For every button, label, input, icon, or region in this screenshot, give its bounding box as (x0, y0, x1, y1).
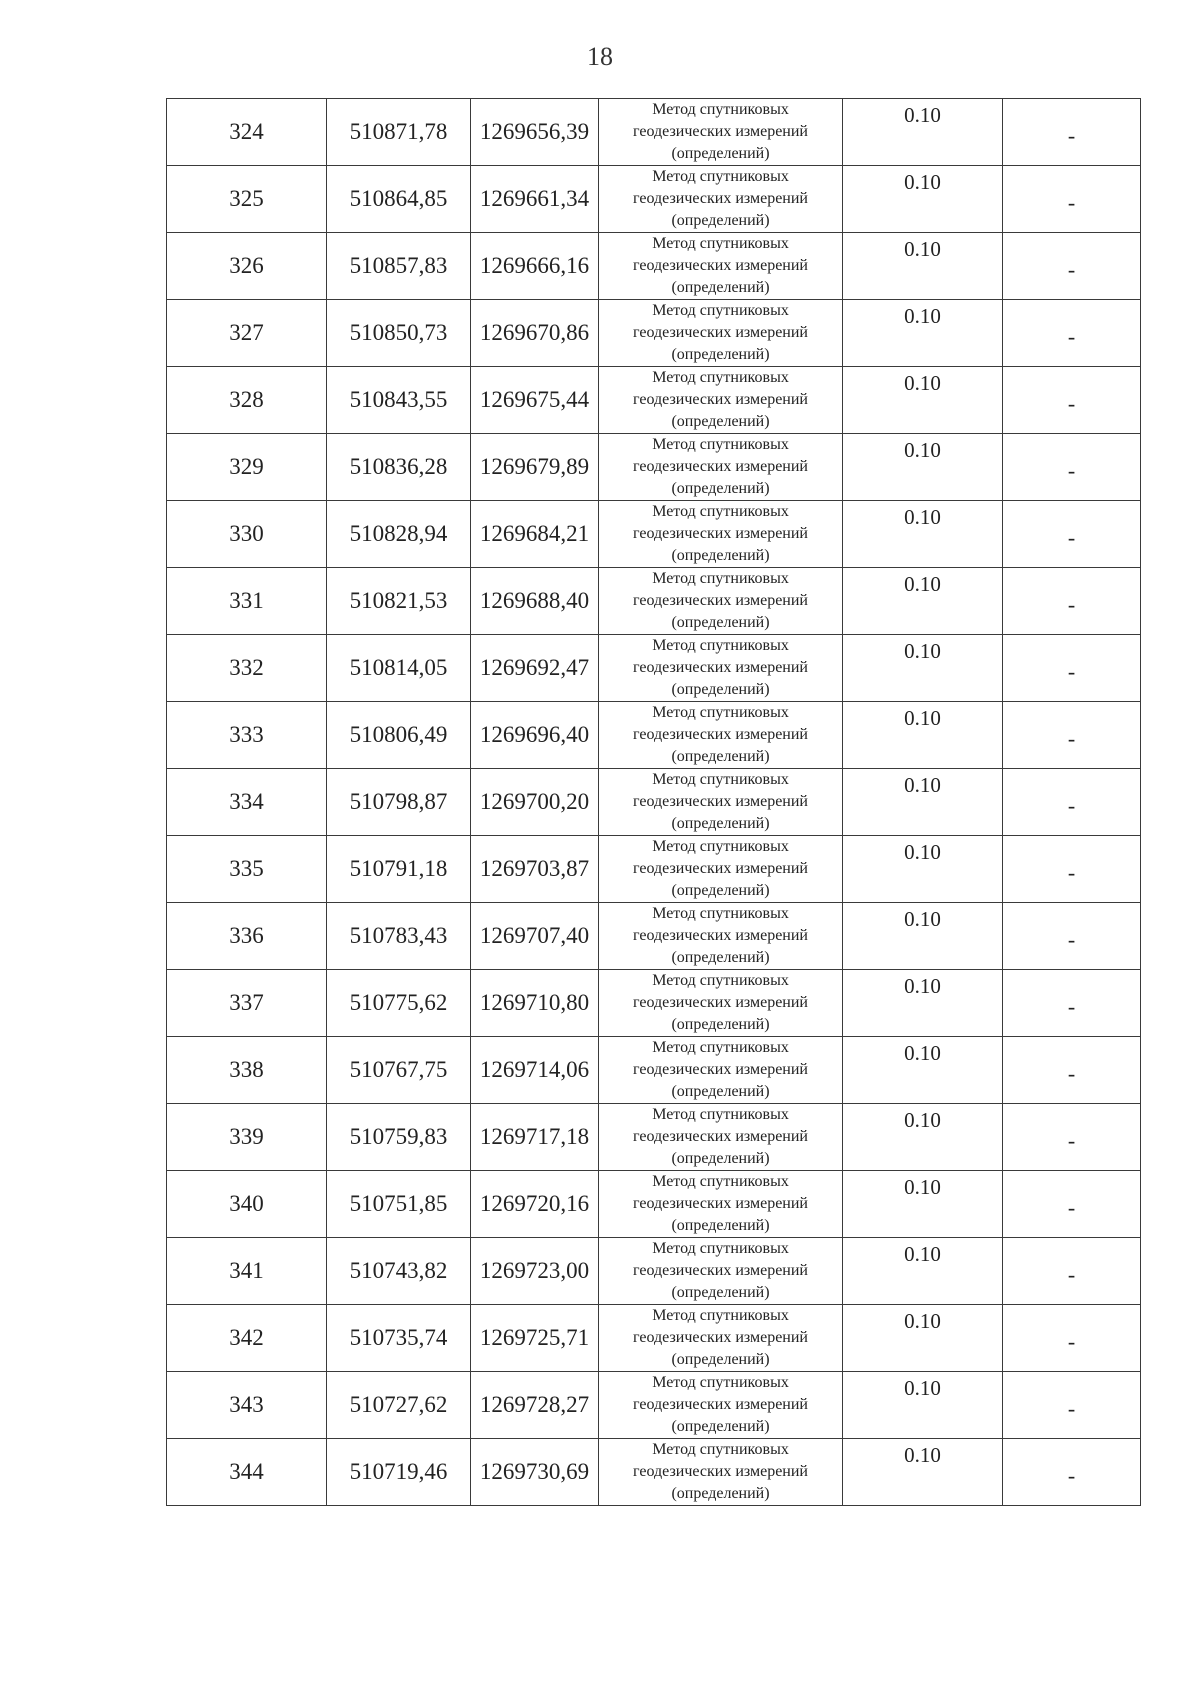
x-coordinate-cell: 510719,46 (327, 1439, 471, 1506)
point-number-cell: 339 (167, 1104, 327, 1171)
accuracy-cell: 0.10 (843, 702, 1003, 769)
method-text-line: геодезических измерений (633, 391, 808, 408)
point-number-cell: 342 (167, 1305, 327, 1372)
note-cell: - (1003, 1372, 1141, 1439)
note-cell: - (1003, 1171, 1141, 1238)
x-coordinate-cell: 510743,82 (327, 1238, 471, 1305)
x-coordinate-cell: 510857,83 (327, 233, 471, 300)
accuracy-cell: 0.10 (843, 99, 1003, 166)
method-text-line: Метод спутниковых (652, 302, 789, 319)
accuracy-cell: 0.10 (843, 166, 1003, 233)
table-row (167, 1372, 1141, 1439)
y-coordinate-cell: 1269720,16 (471, 1171, 599, 1238)
table-row (167, 1037, 1141, 1104)
method-text-line: Метод спутниковых (652, 570, 789, 587)
accuracy-cell: 0.10 (843, 568, 1003, 635)
table-row (167, 1439, 1141, 1506)
point-number-cell: 329 (167, 434, 327, 501)
y-coordinate-cell: 1269717,18 (471, 1104, 599, 1171)
method-text-line: Метод спутниковых (652, 101, 789, 118)
method-text-line: (определений) (671, 413, 770, 430)
method-cell (599, 434, 843, 501)
accuracy-cell: 0.10 (843, 1372, 1003, 1439)
y-coordinate-cell: 1269703,87 (471, 836, 599, 903)
method-cell (599, 166, 843, 233)
method-text-line: Метод спутниковых (652, 1039, 789, 1056)
method-cell (599, 233, 843, 300)
x-coordinate-cell: 510821,53 (327, 568, 471, 635)
accuracy-cell: 0.10 (843, 1238, 1003, 1305)
x-coordinate-cell: 510791,18 (327, 836, 471, 903)
x-coordinate-cell: 510727,62 (327, 1372, 471, 1439)
method-text-line: геодезических измерений (633, 793, 808, 810)
point-number-cell: 325 (167, 166, 327, 233)
note-cell: - (1003, 635, 1141, 702)
method-text-line: (определений) (671, 815, 770, 832)
note-cell: - (1003, 769, 1141, 836)
y-coordinate-cell: 1269714,06 (471, 1037, 599, 1104)
method-text-line: (определений) (671, 145, 770, 162)
accuracy-cell: 0.10 (843, 1305, 1003, 1372)
note-cell: - (1003, 836, 1141, 903)
y-coordinate-cell: 1269684,21 (471, 501, 599, 568)
method-cell (599, 99, 843, 166)
method-cell (599, 1037, 843, 1104)
note-cell: - (1003, 970, 1141, 1037)
y-coordinate-cell: 1269723,00 (471, 1238, 599, 1305)
note-cell: - (1003, 367, 1141, 434)
method-text-line: (определений) (671, 1485, 770, 1502)
y-coordinate-cell: 1269700,20 (471, 769, 599, 836)
y-coordinate-cell: 1269666,16 (471, 233, 599, 300)
table-row (167, 501, 1141, 568)
method-text-line: Метод спутниковых (652, 972, 789, 989)
y-coordinate-cell: 1269728,27 (471, 1372, 599, 1439)
accuracy-cell: 0.10 (843, 836, 1003, 903)
x-coordinate-cell: 510806,49 (327, 702, 471, 769)
method-text-line: Метод спутниковых (652, 1307, 789, 1324)
accuracy-cell: 0.10 (843, 903, 1003, 970)
x-coordinate-cell: 510759,83 (327, 1104, 471, 1171)
accuracy-cell: 0.10 (843, 501, 1003, 568)
x-coordinate-cell: 510735,74 (327, 1305, 471, 1372)
method-text-line: геодезических измерений (633, 1329, 808, 1346)
point-number-cell: 334 (167, 769, 327, 836)
table-row (167, 434, 1141, 501)
method-cell (599, 1238, 843, 1305)
note-cell: - (1003, 434, 1141, 501)
method-text-line: Метод спутниковых (652, 905, 789, 922)
accuracy-cell: 0.10 (843, 1104, 1003, 1171)
table-row (167, 367, 1141, 434)
table-row (167, 166, 1141, 233)
note-cell: - (1003, 166, 1141, 233)
point-number-cell: 341 (167, 1238, 327, 1305)
method-text-line: геодезических измерений (633, 1463, 808, 1480)
method-text-line: геодезических измерений (633, 994, 808, 1011)
coordinates-table-body (167, 99, 1141, 1506)
method-text-line: Метод спутниковых (652, 1374, 789, 1391)
method-text-line: Метод спутниковых (652, 369, 789, 386)
y-coordinate-cell: 1269725,71 (471, 1305, 599, 1372)
x-coordinate-cell: 510836,28 (327, 434, 471, 501)
note-cell: - (1003, 903, 1141, 970)
note-cell: - (1003, 568, 1141, 635)
note-cell: - (1003, 501, 1141, 568)
method-text-line: Метод спутниковых (652, 503, 789, 520)
x-coordinate-cell: 510783,43 (327, 903, 471, 970)
method-text-line: Метод спутниковых (652, 1173, 789, 1190)
table-row (167, 702, 1141, 769)
method-text-line: Метод спутниковых (652, 771, 789, 788)
note-cell: - (1003, 1037, 1141, 1104)
table-row (167, 635, 1141, 702)
table-row (167, 1171, 1141, 1238)
method-text-line: (определений) (671, 1351, 770, 1368)
table-row (167, 1104, 1141, 1171)
method-text-line: (определений) (671, 1150, 770, 1167)
method-text-line: Метод спутниковых (652, 1106, 789, 1123)
table-row (167, 903, 1141, 970)
method-text-line: (определений) (671, 346, 770, 363)
method-text-line: Метод спутниковых (652, 838, 789, 855)
method-text-line: (определений) (671, 949, 770, 966)
method-text-line: Метод спутниковых (652, 637, 789, 654)
method-cell (599, 702, 843, 769)
table-row (167, 99, 1141, 166)
method-text-line: (определений) (671, 1217, 770, 1234)
point-number-cell: 327 (167, 300, 327, 367)
coordinates-table (166, 98, 1141, 1506)
point-number-cell: 326 (167, 233, 327, 300)
method-text-line: геодезических измерений (633, 1061, 808, 1078)
accuracy-cell: 0.10 (843, 367, 1003, 434)
method-text-line: геодезических измерений (633, 257, 808, 274)
method-text-line: геодезических измерений (633, 1396, 808, 1413)
point-number-cell: 324 (167, 99, 327, 166)
method-text-line: Метод спутниковых (652, 168, 789, 185)
y-coordinate-cell: 1269692,47 (471, 635, 599, 702)
y-coordinate-cell: 1269670,86 (471, 300, 599, 367)
note-cell: - (1003, 99, 1141, 166)
method-cell (599, 903, 843, 970)
method-text-line: геодезических измерений (633, 1262, 808, 1279)
accuracy-cell: 0.10 (843, 1439, 1003, 1506)
x-coordinate-cell: 510871,78 (327, 99, 471, 166)
note-cell: - (1003, 1238, 1141, 1305)
method-cell (599, 836, 843, 903)
x-coordinate-cell: 510864,85 (327, 166, 471, 233)
method-text-line: геодезических измерений (633, 458, 808, 475)
method-text-line: геодезических измерений (633, 123, 808, 140)
method-text-line: геодезических измерений (633, 190, 808, 207)
accuracy-cell: 0.10 (843, 434, 1003, 501)
accuracy-cell: 0.10 (843, 769, 1003, 836)
method-cell (599, 769, 843, 836)
note-cell: - (1003, 702, 1141, 769)
point-number-cell: 331 (167, 568, 327, 635)
table-row (167, 836, 1141, 903)
x-coordinate-cell: 510828,94 (327, 501, 471, 568)
method-text-line: Метод спутниковых (652, 704, 789, 721)
accuracy-cell: 0.10 (843, 300, 1003, 367)
accuracy-cell: 0.10 (843, 635, 1003, 702)
table-row (167, 568, 1141, 635)
method-text-line: (определений) (671, 279, 770, 296)
method-text-line: геодезических измерений (633, 1128, 808, 1145)
method-text-line: геодезических измерений (633, 1195, 808, 1212)
method-cell (599, 1372, 843, 1439)
method-text-line: (определений) (671, 1284, 770, 1301)
note-cell: - (1003, 300, 1141, 367)
method-text-line: (определений) (671, 1016, 770, 1033)
y-coordinate-cell: 1269730,69 (471, 1439, 599, 1506)
method-text-line: (определений) (671, 1418, 770, 1435)
x-coordinate-cell: 510767,75 (327, 1037, 471, 1104)
method-text-line: (определений) (671, 748, 770, 765)
method-cell (599, 1439, 843, 1506)
method-cell (599, 635, 843, 702)
x-coordinate-cell: 510751,85 (327, 1171, 471, 1238)
method-cell (599, 970, 843, 1037)
point-number-cell: 337 (167, 970, 327, 1037)
method-text-line: геодезических измерений (633, 324, 808, 341)
method-text-line: (определений) (671, 1083, 770, 1100)
point-number-cell: 335 (167, 836, 327, 903)
method-cell (599, 300, 843, 367)
y-coordinate-cell: 1269675,44 (471, 367, 599, 434)
method-text-line: геодезических измерений (633, 927, 808, 944)
note-cell: - (1003, 233, 1141, 300)
method-text-line: геодезических измерений (633, 525, 808, 542)
y-coordinate-cell: 1269679,89 (471, 434, 599, 501)
y-coordinate-cell: 1269688,40 (471, 568, 599, 635)
point-number-cell: 332 (167, 635, 327, 702)
method-text-line: Метод спутниковых (652, 1240, 789, 1257)
method-cell (599, 1104, 843, 1171)
x-coordinate-cell: 510843,55 (327, 367, 471, 434)
y-coordinate-cell: 1269696,40 (471, 702, 599, 769)
table-row (167, 769, 1141, 836)
y-coordinate-cell: 1269707,40 (471, 903, 599, 970)
method-text-line: (определений) (671, 882, 770, 899)
point-number-cell: 338 (167, 1037, 327, 1104)
table-row (167, 300, 1141, 367)
note-cell: - (1003, 1439, 1141, 1506)
method-cell (599, 1305, 843, 1372)
method-text-line: геодезических измерений (633, 726, 808, 743)
accuracy-cell: 0.10 (843, 1171, 1003, 1238)
point-number-cell: 343 (167, 1372, 327, 1439)
accuracy-cell: 0.10 (843, 233, 1003, 300)
y-coordinate-cell: 1269710,80 (471, 970, 599, 1037)
accuracy-cell: 0.10 (843, 970, 1003, 1037)
method-text-line: (определений) (671, 681, 770, 698)
x-coordinate-cell: 510798,87 (327, 769, 471, 836)
point-number-cell: 330 (167, 501, 327, 568)
table-row (167, 1305, 1141, 1372)
point-number-cell: 344 (167, 1439, 327, 1506)
y-coordinate-cell: 1269656,39 (471, 99, 599, 166)
point-number-cell: 328 (167, 367, 327, 434)
method-text-line: Метод спутниковых (652, 235, 789, 252)
x-coordinate-cell: 510775,62 (327, 970, 471, 1037)
page-number: 18 (587, 42, 613, 71)
method-cell (599, 501, 843, 568)
x-coordinate-cell: 510814,05 (327, 635, 471, 702)
method-cell (599, 367, 843, 434)
accuracy-cell: 0.10 (843, 1037, 1003, 1104)
method-text-line: геодезических измерений (633, 659, 808, 676)
x-coordinate-cell: 510850,73 (327, 300, 471, 367)
point-number-cell: 336 (167, 903, 327, 970)
method-text-line: геодезических измерений (633, 592, 808, 609)
point-number-cell: 333 (167, 702, 327, 769)
table-row (167, 970, 1141, 1037)
method-text-line: (определений) (671, 480, 770, 497)
point-number-cell: 340 (167, 1171, 327, 1238)
method-text-line: геодезических измерений (633, 860, 808, 877)
method-text-line: Метод спутниковых (652, 1441, 789, 1458)
method-cell (599, 568, 843, 635)
method-text-line: (определений) (671, 614, 770, 631)
table-row (167, 1238, 1141, 1305)
note-cell: - (1003, 1305, 1141, 1372)
y-coordinate-cell: 1269661,34 (471, 166, 599, 233)
method-cell (599, 1171, 843, 1238)
method-text-line: Метод спутниковых (652, 436, 789, 453)
note-cell: - (1003, 1104, 1141, 1171)
method-text-line: (определений) (671, 547, 770, 564)
method-text-line: (определений) (671, 212, 770, 229)
table-row (167, 233, 1141, 300)
